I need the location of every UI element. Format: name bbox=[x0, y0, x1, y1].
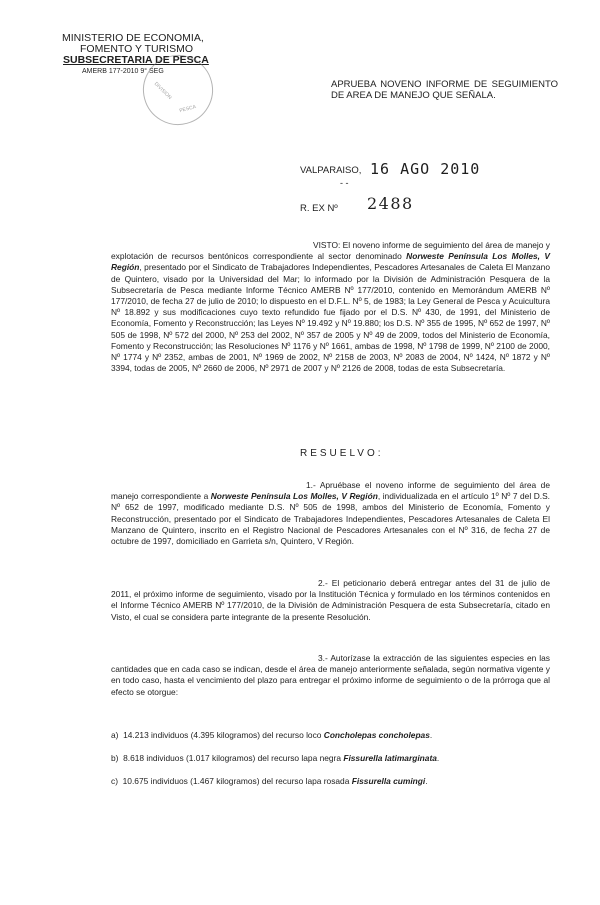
sector-name: Norweste Península Los Molles, V Región bbox=[111, 251, 550, 273]
date-stamp: 16 AGO 2010 bbox=[370, 160, 481, 178]
date-dash: - - bbox=[340, 178, 349, 188]
species-item-a: a) 14.213 individuos (4.395 kilogramos) del recurso loco Concholepas concholepas. bbox=[111, 730, 433, 740]
place-label: VALPARAISO, bbox=[300, 165, 362, 176]
species-name-b: Fissurella latimarginata bbox=[343, 753, 437, 763]
species-name-a: Concholepas concholepas bbox=[323, 730, 430, 740]
item-3-paragraph: 3.- Autorízase la extracción de las siguientes especies en las cantidades que en cada caso se indican, desde el área de manejo anteriormente señalada, según normativa vigente y en todo caso, hasta el vencimiento del plazo para entregar el próximo informe de seguimiento o de la prórroga que al efecto se otorgue: bbox=[111, 653, 550, 697]
resuelvo-heading: RESUELVO: bbox=[300, 448, 384, 459]
resolution-number: 2488 bbox=[367, 194, 414, 213]
item-1-sector-name: Norweste Península Los Molles, V Región bbox=[210, 491, 378, 502]
item-1-paragraph: 1.- Apruébase el noveno informe de seguimiento del área de manejo correspondiente a Norweste Península Los Molles, V Región, individualizada en el artículo 1º Nº 7 del D.S. Nº 652 de 1997, modificado mediante D.S. Nº 505 de 1998, ambos del Ministerio de Economía, Fomento y Reconstrucción, presentado por el Sindicato de Trabajadores Independientes, Pescadores Artesanales de Caleta El Manzano de Quintero, inscrito en el Registro Nacional de Pescadores Artesanales con el Nº 316, de fecha 27 de octubre de 1997, domiciliado en Garrieta s/n, Quintero, V Región. bbox=[111, 480, 551, 547]
ministry-name: MINISTERIO DE ECONOMIA, bbox=[62, 32, 204, 44]
visto-paragraph: VISTO: El noveno informe de seguimiento del área de manejo y explotación de recursos bentónicos correspondiente al sector denominado Norweste Península Los Molles, V Región, presentado por el Sindicato de Trabajadores Independientes, Pescadores Artesanales de Caleta El Manzano de Quintero, visado por la Universidad del Mar; lo informado por la División de Administración Pesquera de la Subsecretaría de Pesca mediante Informe Técnico AMERB Nº 177/2010, contenido en Memorándum AMERB Nº 177/2010, de fecha 27 de julio de 2010; lo dispuesto en el D.F.L. Nº 5, de 1983; la Ley General de Pesca y Acuicultura Nº 18.892 y sus modificaciones cuyo texto refundido fue fijado por el D.S. Nº 430, de 1991, del Ministerio de Economía, Fomento y Reconstrucción; las Leyes Nº 19.492 y Nº 19.880; los D.S. Nº 355 de 1995, Nº 652 de 1997, Nº 505 de 1998, Nº 572 del 2000, Nº 253 del 2002, Nº 357 de 2005 y Nº 49 de 2009, todos del Ministerio de Economía, Fomento y Reconstrucción; las Resoluciones Nº 1176 y Nº 1661, ambas de 1998, Nº 1798 de 1999, Nº 2100 de 2000, Nº 1774 y Nº 2352, ambas de 2001, Nº 1969 de 2002, Nº 2158 de 2003, Nº 2083 de 2004, Nº 1424, Nº 1872 y Nº 3394, todas de 2005, Nº 2660 de 2006, Nº 2971 de 2007 y Nº 2126 de 2008, todas de esta Subsecretaría. bbox=[111, 240, 550, 374]
resolution-label: R. EX Nº bbox=[300, 203, 338, 214]
ministry-subtitle: FOMENTO Y TURISMO bbox=[80, 43, 193, 55]
subsecretaria-name: SUBSECRETARIA DE PESCA bbox=[63, 54, 209, 66]
species-item-c: c) 10.675 individuos (1.467 kilogramos) del recurso lapa rosada Fissurella cumingi. bbox=[111, 776, 428, 786]
document-title: APRUEBA NOVENO INFORME DE SEGUIMIENTO DE AREA DE MANEJO QUE SEÑALA. bbox=[331, 79, 558, 101]
official-seal-stamp: DIVISION PESCA bbox=[135, 47, 221, 133]
visto-lead: VISTO: bbox=[313, 240, 341, 250]
item-2-paragraph: 2.- El peticionario deberá entregar antes del 31 de julio de 2011, el próximo informe de seguimiento, visado por la Institución Técnica y formulado en los términos contenidos en el Informe Técnico AMERB Nº 177/2010, de la División de Administración Pesquera de esta Subsecretaría, citado en Visto, el cual se considera parte integrante de la presente Resolución. bbox=[111, 578, 550, 622]
species-item-b: b) 8.618 individuos (1.017 kilogramos) del recurso lapa negra Fissurella latimarginata. bbox=[111, 753, 440, 763]
file-reference: AMERB 177-2010 9° SEG bbox=[82, 68, 164, 75]
species-name-c: Fissurella cumingi bbox=[351, 776, 426, 786]
